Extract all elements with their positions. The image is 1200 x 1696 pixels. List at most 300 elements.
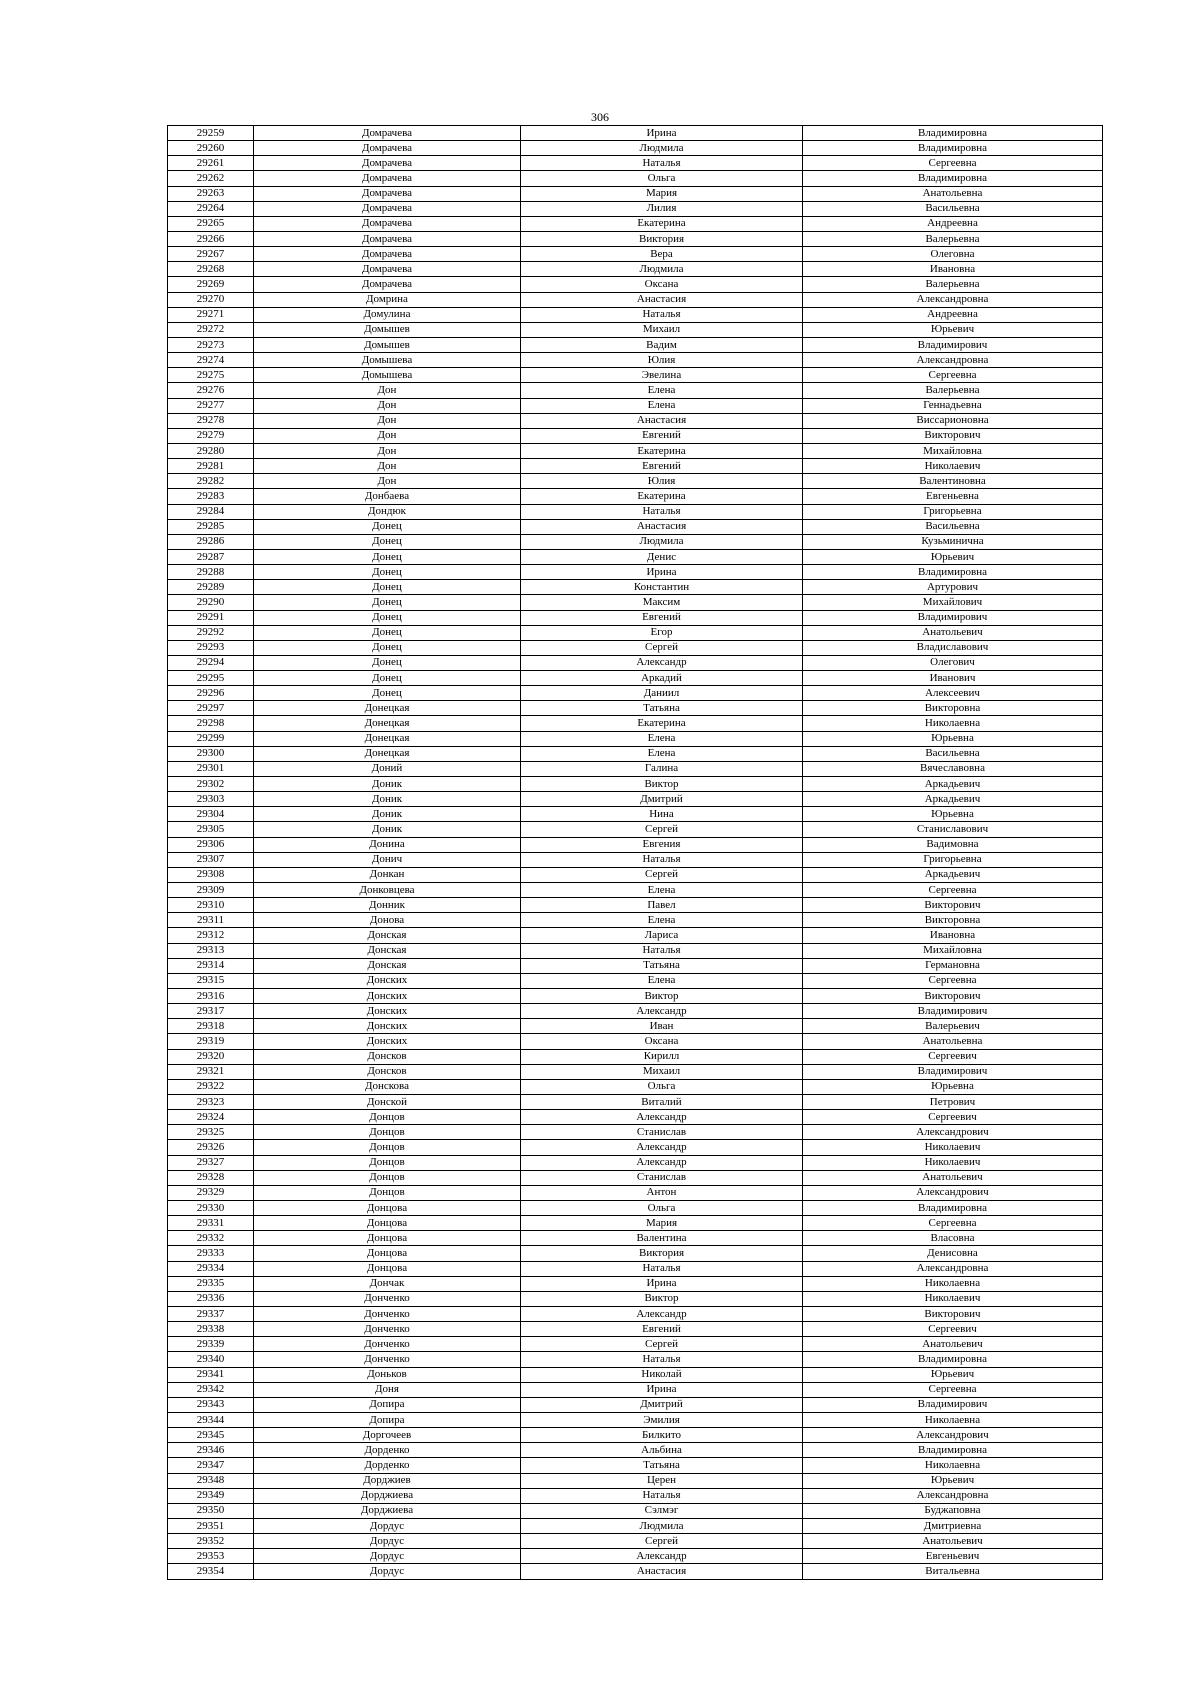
- first-name-cell: Наталья: [521, 943, 803, 958]
- table-row: [168, 156, 1103, 171]
- first-name-cell: Наталья: [521, 1488, 803, 1503]
- patronymic-cell: Станиславович: [803, 822, 1103, 837]
- record-number-cell: 29340: [168, 1352, 254, 1367]
- first-name-cell: Елена: [521, 746, 803, 761]
- first-name-cell: Оксана: [521, 1034, 803, 1049]
- record-number-cell: 29339: [168, 1337, 254, 1352]
- record-number-cell: 29322: [168, 1079, 254, 1094]
- record-number-cell: 29296: [168, 686, 254, 701]
- patronymic-cell: Викторович: [803, 989, 1103, 1004]
- last-name-cell: Домрачева: [254, 171, 521, 186]
- last-name-cell: Дон: [254, 443, 521, 458]
- record-number-cell: 29349: [168, 1488, 254, 1503]
- record-number-cell: 29294: [168, 655, 254, 670]
- table-row: [168, 807, 1103, 822]
- first-name-cell: Виталий: [521, 1095, 803, 1110]
- first-name-cell: Елена: [521, 883, 803, 898]
- last-name-cell: Донич: [254, 852, 521, 867]
- last-name-cell: Донских: [254, 973, 521, 988]
- table-row: [168, 443, 1103, 458]
- record-number-cell: 29348: [168, 1473, 254, 1488]
- table-row: [168, 322, 1103, 337]
- table-row: [168, 1367, 1103, 1382]
- first-name-cell: Кирилл: [521, 1049, 803, 1064]
- table-row: [168, 126, 1103, 141]
- last-name-cell: Донец: [254, 549, 521, 564]
- last-name-cell: Донцова: [254, 1261, 521, 1276]
- table-row: [168, 398, 1103, 413]
- patronymic-cell: Васильевна: [803, 746, 1103, 761]
- record-number-cell: 29323: [168, 1095, 254, 1110]
- last-name-cell: Домрачева: [254, 247, 521, 262]
- patronymic-cell: Сергеевич: [803, 1110, 1103, 1125]
- last-name-cell: Домрачева: [254, 126, 521, 141]
- record-number-cell: 29279: [168, 428, 254, 443]
- last-name-cell: Донец: [254, 580, 521, 595]
- table-row: [168, 686, 1103, 701]
- first-name-cell: Александр: [521, 1306, 803, 1321]
- last-name-cell: Дорджиев: [254, 1473, 521, 1488]
- table-row: [168, 1079, 1103, 1094]
- first-name-cell: Нина: [521, 807, 803, 822]
- record-number-cell: 29259: [168, 126, 254, 141]
- patronymic-cell: Владимирович: [803, 610, 1103, 625]
- first-name-cell: Аркадий: [521, 671, 803, 686]
- patronymic-cell: Валерьевна: [803, 383, 1103, 398]
- last-name-cell: Донецкая: [254, 716, 521, 731]
- record-number-cell: 29344: [168, 1412, 254, 1427]
- record-number-cell: 29337: [168, 1306, 254, 1321]
- first-name-cell: Оксана: [521, 277, 803, 292]
- record-number-cell: 29333: [168, 1246, 254, 1261]
- last-name-cell: Донских: [254, 1019, 521, 1034]
- patronymic-cell: Сергеевна: [803, 156, 1103, 171]
- record-number-cell: 29314: [168, 958, 254, 973]
- last-name-cell: Домрачева: [254, 216, 521, 231]
- record-number-cell: 29284: [168, 504, 254, 519]
- table-row: [168, 928, 1103, 943]
- table-row: [168, 1231, 1103, 1246]
- table-row: [168, 1155, 1103, 1170]
- patronymic-cell: Валентиновна: [803, 474, 1103, 489]
- first-name-cell: Галина: [521, 761, 803, 776]
- table-row: [168, 731, 1103, 746]
- table-row: [168, 655, 1103, 670]
- first-name-cell: Мария: [521, 186, 803, 201]
- patronymic-cell: Сергеевна: [803, 368, 1103, 383]
- record-number-cell: 29267: [168, 247, 254, 262]
- first-name-cell: Максим: [521, 595, 803, 610]
- first-name-cell: Екатерина: [521, 443, 803, 458]
- record-number-cell: 29315: [168, 973, 254, 988]
- first-name-cell: Ольга: [521, 171, 803, 186]
- last-name-cell: Домулина: [254, 307, 521, 322]
- patronymic-cell: Сергеевич: [803, 1322, 1103, 1337]
- record-number-cell: 29300: [168, 746, 254, 761]
- first-name-cell: Ирина: [521, 1382, 803, 1397]
- last-name-cell: Донской: [254, 1095, 521, 1110]
- record-number-cell: 29354: [168, 1564, 254, 1579]
- last-name-cell: Домрина: [254, 292, 521, 307]
- record-number-cell: 29289: [168, 580, 254, 595]
- first-name-cell: Анастасия: [521, 292, 803, 307]
- record-number-cell: 29302: [168, 777, 254, 792]
- patronymic-cell: Буджаповна: [803, 1503, 1103, 1518]
- first-name-cell: Сергей: [521, 640, 803, 655]
- last-name-cell: Донец: [254, 595, 521, 610]
- table-row: [168, 1488, 1103, 1503]
- record-number-cell: 29342: [168, 1382, 254, 1397]
- first-name-cell: Лилия: [521, 201, 803, 216]
- table-row: [168, 1564, 1103, 1579]
- table-row: [168, 792, 1103, 807]
- table-row: [168, 898, 1103, 913]
- patronymic-cell: Сергеевна: [803, 1216, 1103, 1231]
- record-number-cell: 29276: [168, 383, 254, 398]
- first-name-cell: Михаил: [521, 1064, 803, 1079]
- record-number-cell: 29308: [168, 867, 254, 882]
- patronymic-cell: Сергеевна: [803, 1382, 1103, 1397]
- patronymic-cell: Юрьевич: [803, 1473, 1103, 1488]
- last-name-cell: Донцов: [254, 1110, 521, 1125]
- table-row: [168, 1216, 1103, 1231]
- first-name-cell: Егор: [521, 625, 803, 640]
- record-number-cell: 29281: [168, 459, 254, 474]
- patronymic-cell: Анатольевна: [803, 1034, 1103, 1049]
- table-row: [168, 989, 1103, 1004]
- patronymic-cell: Григорьевна: [803, 852, 1103, 867]
- first-name-cell: Вера: [521, 247, 803, 262]
- first-name-cell: Анастасия: [521, 413, 803, 428]
- patronymic-cell: Викторович: [803, 1306, 1103, 1321]
- first-name-cell: Людмила: [521, 534, 803, 549]
- record-number-cell: 29327: [168, 1155, 254, 1170]
- first-name-cell: Людмила: [521, 141, 803, 156]
- record-number-cell: 29319: [168, 1034, 254, 1049]
- table-row: [168, 1140, 1103, 1155]
- record-number-cell: 29288: [168, 565, 254, 580]
- table-row: [168, 1261, 1103, 1276]
- patronymic-cell: Вячеславовна: [803, 761, 1103, 776]
- first-name-cell: Михаил: [521, 322, 803, 337]
- record-number-cell: 29274: [168, 353, 254, 368]
- patronymic-cell: Александровна: [803, 1488, 1103, 1503]
- table-row: [168, 913, 1103, 928]
- record-number-cell: 29280: [168, 443, 254, 458]
- last-name-cell: Донсков: [254, 1049, 521, 1064]
- last-name-cell: Донова: [254, 913, 521, 928]
- table-row: [168, 852, 1103, 867]
- record-number-cell: 29346: [168, 1443, 254, 1458]
- last-name-cell: Донцов: [254, 1155, 521, 1170]
- patronymic-cell: Владимировна: [803, 1443, 1103, 1458]
- first-name-cell: Юлия: [521, 474, 803, 489]
- record-number-cell: 29336: [168, 1291, 254, 1306]
- first-name-cell: Вадим: [521, 337, 803, 352]
- first-name-cell: Станислав: [521, 1170, 803, 1185]
- table-row: [168, 186, 1103, 201]
- first-name-cell: Эмилия: [521, 1412, 803, 1427]
- patronymic-cell: Николаевна: [803, 1412, 1103, 1427]
- record-number-cell: 29347: [168, 1458, 254, 1473]
- last-name-cell: Дорджиева: [254, 1488, 521, 1503]
- patronymic-cell: Аркадьевич: [803, 867, 1103, 882]
- last-name-cell: Дон: [254, 428, 521, 443]
- first-name-cell: Екатерина: [521, 216, 803, 231]
- patronymic-cell: Андреевна: [803, 307, 1103, 322]
- patronymic-cell: Михайловна: [803, 443, 1103, 458]
- last-name-cell: Донскова: [254, 1079, 521, 1094]
- patronymic-cell: Николаевич: [803, 1140, 1103, 1155]
- table-row: [168, 383, 1103, 398]
- last-name-cell: Доний: [254, 761, 521, 776]
- patronymic-cell: Михайлович: [803, 595, 1103, 610]
- patronymic-cell: Валерьевна: [803, 231, 1103, 246]
- table-row: [168, 534, 1103, 549]
- record-number-cell: 29317: [168, 1004, 254, 1019]
- table-row: [168, 958, 1103, 973]
- record-number-cell: 29343: [168, 1397, 254, 1412]
- table-row: [168, 761, 1103, 776]
- last-name-cell: Дордус: [254, 1534, 521, 1549]
- record-number-cell: 29306: [168, 837, 254, 852]
- first-name-cell: Анастасия: [521, 519, 803, 534]
- patronymic-cell: Ивановна: [803, 262, 1103, 277]
- first-name-cell: Иван: [521, 1019, 803, 1034]
- last-name-cell: Донец: [254, 655, 521, 670]
- patronymic-cell: Владимирович: [803, 1397, 1103, 1412]
- patronymic-cell: Григорьевна: [803, 504, 1103, 519]
- last-name-cell: Допира: [254, 1397, 521, 1412]
- first-name-cell: Анастасия: [521, 1564, 803, 1579]
- patronymic-cell: Анатольевна: [803, 186, 1103, 201]
- record-number-cell: 29277: [168, 398, 254, 413]
- first-name-cell: Валентина: [521, 1231, 803, 1246]
- last-name-cell: Домышев: [254, 322, 521, 337]
- table-row: [168, 1276, 1103, 1291]
- record-number-cell: 29328: [168, 1170, 254, 1185]
- last-name-cell: Дорджиева: [254, 1503, 521, 1518]
- record-number-cell: 29260: [168, 141, 254, 156]
- patronymic-cell: Александровна: [803, 292, 1103, 307]
- first-name-cell: Евгения: [521, 837, 803, 852]
- table-row: [168, 625, 1103, 640]
- last-name-cell: Донских: [254, 989, 521, 1004]
- first-name-cell: Дмитрий: [521, 792, 803, 807]
- first-name-cell: Наталья: [521, 1352, 803, 1367]
- table-row: [168, 943, 1103, 958]
- table-row: [168, 519, 1103, 534]
- patronymic-cell: Владимировна: [803, 171, 1103, 186]
- table-row: [168, 822, 1103, 837]
- table-row: [168, 1322, 1103, 1337]
- first-name-cell: Екатерина: [521, 716, 803, 731]
- patronymic-cell: Александровна: [803, 1261, 1103, 1276]
- last-name-cell: Домрачева: [254, 186, 521, 201]
- last-name-cell: Доник: [254, 792, 521, 807]
- last-name-cell: Домрачева: [254, 231, 521, 246]
- record-number-cell: 29275: [168, 368, 254, 383]
- last-name-cell: Донченко: [254, 1322, 521, 1337]
- patronymic-cell: Владимировна: [803, 1200, 1103, 1215]
- patronymic-cell: Валерьевна: [803, 277, 1103, 292]
- table-row: [168, 1458, 1103, 1473]
- patronymic-cell: Анатольевич: [803, 625, 1103, 640]
- first-name-cell: Виктор: [521, 777, 803, 792]
- table-row: [168, 337, 1103, 352]
- record-number-cell: 29351: [168, 1518, 254, 1533]
- patronymic-cell: Владимировна: [803, 1352, 1103, 1367]
- last-name-cell: Донецкая: [254, 731, 521, 746]
- record-number-cell: 29297: [168, 701, 254, 716]
- table-row: [168, 1291, 1103, 1306]
- last-name-cell: Дорденко: [254, 1458, 521, 1473]
- record-number-cell: 29353: [168, 1549, 254, 1564]
- patronymic-cell: Дмитриевна: [803, 1518, 1103, 1533]
- last-name-cell: Донцова: [254, 1246, 521, 1261]
- first-name-cell: Елена: [521, 731, 803, 746]
- patronymic-cell: Николаевна: [803, 1276, 1103, 1291]
- table-row: [168, 777, 1103, 792]
- patronymic-cell: Александровна: [803, 353, 1103, 368]
- last-name-cell: Донбаева: [254, 489, 521, 504]
- first-name-cell: Церен: [521, 1473, 803, 1488]
- patronymic-cell: Артурович: [803, 580, 1103, 595]
- first-name-cell: Эвелина: [521, 368, 803, 383]
- first-name-cell: Юлия: [521, 353, 803, 368]
- last-name-cell: Донец: [254, 686, 521, 701]
- first-name-cell: Людмила: [521, 262, 803, 277]
- first-name-cell: Станислав: [521, 1125, 803, 1140]
- record-number-cell: 29291: [168, 610, 254, 625]
- patronymic-cell: Юрьевна: [803, 807, 1103, 822]
- patronymic-cell: Викторовна: [803, 913, 1103, 928]
- last-name-cell: Дончак: [254, 1276, 521, 1291]
- table-row: [168, 413, 1103, 428]
- last-name-cell: Доня: [254, 1382, 521, 1397]
- record-number-cell: 29271: [168, 307, 254, 322]
- first-name-cell: Татьяна: [521, 701, 803, 716]
- record-number-cell: 29269: [168, 277, 254, 292]
- patronymic-cell: Александрович: [803, 1185, 1103, 1200]
- last-name-cell: Донцов: [254, 1185, 521, 1200]
- table-row: [168, 716, 1103, 731]
- table-row: [168, 1110, 1103, 1125]
- first-name-cell: Виктория: [521, 231, 803, 246]
- last-name-cell: Донец: [254, 534, 521, 549]
- record-number-cell: 29278: [168, 413, 254, 428]
- record-number-cell: 29305: [168, 822, 254, 837]
- patronymic-cell: Викторович: [803, 898, 1103, 913]
- record-number-cell: 29311: [168, 913, 254, 928]
- first-name-cell: Сэлмэг: [521, 1503, 803, 1518]
- table-row: [168, 1397, 1103, 1412]
- first-name-cell: Ирина: [521, 126, 803, 141]
- last-name-cell: Дордус: [254, 1564, 521, 1579]
- last-name-cell: Доньков: [254, 1367, 521, 1382]
- first-name-cell: Константин: [521, 580, 803, 595]
- record-number-cell: 29299: [168, 731, 254, 746]
- record-number-cell: 29321: [168, 1064, 254, 1079]
- table-row: [168, 141, 1103, 156]
- first-name-cell: Наталья: [521, 504, 803, 519]
- table-row: [168, 595, 1103, 610]
- patronymic-cell: Владимировна: [803, 565, 1103, 580]
- first-name-cell: Александр: [521, 1155, 803, 1170]
- table-row: [168, 231, 1103, 246]
- record-number-cell: 29318: [168, 1019, 254, 1034]
- last-name-cell: Донец: [254, 640, 521, 655]
- record-number-cell: 29265: [168, 216, 254, 231]
- table-row: [168, 640, 1103, 655]
- patronymic-cell: Юрьевна: [803, 1079, 1103, 1094]
- table-row: [168, 1246, 1103, 1261]
- patronymic-cell: Алексеевич: [803, 686, 1103, 701]
- first-name-cell: Елена: [521, 913, 803, 928]
- table-row: [168, 1443, 1103, 1458]
- first-name-cell: Евгений: [521, 428, 803, 443]
- record-number-cell: 29312: [168, 928, 254, 943]
- first-name-cell: Александр: [521, 1549, 803, 1564]
- first-name-cell: Виктор: [521, 1291, 803, 1306]
- record-number-cell: 29273: [168, 337, 254, 352]
- last-name-cell: Донцов: [254, 1125, 521, 1140]
- table-row: [168, 262, 1103, 277]
- record-number-cell: 29330: [168, 1200, 254, 1215]
- last-name-cell: Донецкая: [254, 746, 521, 761]
- record-number-cell: 29303: [168, 792, 254, 807]
- record-number-cell: 29286: [168, 534, 254, 549]
- last-name-cell: Домышева: [254, 368, 521, 383]
- table-row: [168, 1518, 1103, 1533]
- table-row: [168, 368, 1103, 383]
- table-row: [168, 1200, 1103, 1215]
- table-row: [168, 428, 1103, 443]
- record-number-cell: 29266: [168, 231, 254, 246]
- patronymic-cell: Денисовна: [803, 1246, 1103, 1261]
- patronymic-cell: Васильевна: [803, 519, 1103, 534]
- patronymic-cell: Викторовна: [803, 701, 1103, 716]
- first-name-cell: Сергей: [521, 867, 803, 882]
- table-row: [168, 1064, 1103, 1079]
- last-name-cell: Домрачева: [254, 277, 521, 292]
- patronymic-cell: Николаевич: [803, 1291, 1103, 1306]
- table-row: [168, 171, 1103, 186]
- first-name-cell: Екатерина: [521, 489, 803, 504]
- patronymic-cell: Германовна: [803, 958, 1103, 973]
- patronymic-cell: Ивановна: [803, 928, 1103, 943]
- table-row: [168, 701, 1103, 716]
- record-number-cell: 29341: [168, 1367, 254, 1382]
- table-row: [168, 1337, 1103, 1352]
- patronymic-cell: Витальевна: [803, 1564, 1103, 1579]
- last-name-cell: Дондюк: [254, 504, 521, 519]
- first-name-cell: Наталья: [521, 852, 803, 867]
- first-name-cell: Ирина: [521, 565, 803, 580]
- first-name-cell: Даниил: [521, 686, 803, 701]
- record-number-cell: 29301: [168, 761, 254, 776]
- record-number-cell: 29313: [168, 943, 254, 958]
- patronymic-cell: Николаевич: [803, 459, 1103, 474]
- first-name-cell: Ольга: [521, 1200, 803, 1215]
- first-name-cell: Виктория: [521, 1246, 803, 1261]
- first-name-cell: Виктор: [521, 989, 803, 1004]
- first-name-cell: Татьяна: [521, 958, 803, 973]
- last-name-cell: Донцов: [254, 1170, 521, 1185]
- patronymic-cell: Сергеевич: [803, 1049, 1103, 1064]
- patronymic-cell: Олеговна: [803, 247, 1103, 262]
- first-name-cell: Елена: [521, 383, 803, 398]
